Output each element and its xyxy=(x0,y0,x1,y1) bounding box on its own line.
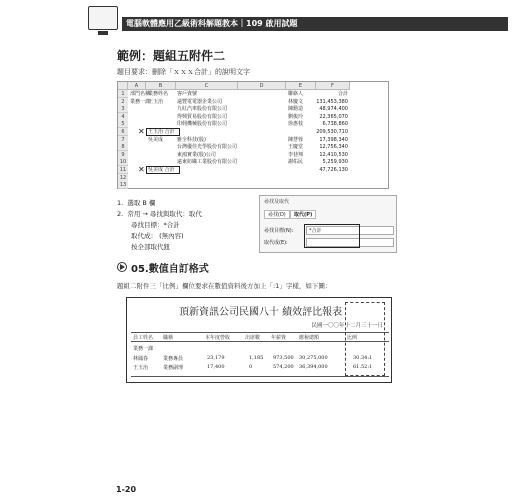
step-item: 取代成： (無內容) xyxy=(131,232,184,240)
report-column-header: 比例 xyxy=(347,335,358,341)
report-date: 民國一〇〇年十二月三十一日 xyxy=(311,323,383,329)
column-header[interactable]: F xyxy=(316,82,350,90)
tab-replace[interactable]: 取代(P) xyxy=(290,210,316,219)
example-title: 範例：題組五附件二 xyxy=(117,49,226,63)
divider xyxy=(131,376,389,377)
sheet-cell[interactable]: 遠東紡織工業股份有限公司 xyxy=(177,159,238,166)
sheet-cell[interactable]: 6,738,860 xyxy=(322,121,348,128)
sheet-cell[interactable]: 王玉治 xyxy=(148,98,164,105)
report-dept: 業務一課 xyxy=(133,346,154,352)
report-cell: 36,394,000 xyxy=(299,364,328,370)
sheet-cell[interactable]: 合計 xyxy=(337,91,348,97)
column-header[interactable]: A xyxy=(128,82,146,90)
sheet-cell[interactable]: 徐惠枝 xyxy=(288,121,304,128)
row-header[interactable]: 5 xyxy=(118,120,128,128)
report-cell: 30,275,000 xyxy=(299,355,328,361)
report-column-header: 出席數 xyxy=(245,335,261,341)
row-header[interactable]: 3 xyxy=(118,105,128,113)
column-header[interactable]: D xyxy=(238,82,286,90)
find-replace-dialog xyxy=(259,195,397,253)
sheet-cell[interactable]: 陳勳造 xyxy=(288,106,304,113)
report-cell: 574,200 xyxy=(273,364,294,370)
cross-icon: ✕ xyxy=(138,126,145,136)
sheet-cell[interactable]: 業務一課 xyxy=(130,98,151,105)
row-header[interactable]: 6 xyxy=(118,128,128,136)
highlight-box xyxy=(146,128,180,136)
replace-label: 取代成(E): xyxy=(264,240,288,246)
row-header[interactable]: 2 xyxy=(118,98,128,106)
sheet-cell[interactable]: 謝佑民 xyxy=(288,159,304,166)
step-list xyxy=(117,198,202,253)
highlight-box xyxy=(304,224,360,248)
page-number: 1-20 xyxy=(116,485,137,494)
sheet-cell[interactable]: 22,365,070 xyxy=(319,113,348,120)
sheet-cell[interactable]: 印佣機械股份有限公司 xyxy=(177,121,228,128)
sheet-cell[interactable]: 209,530,710 xyxy=(316,129,348,135)
dialog-title: 尋找及取代 xyxy=(264,199,290,205)
column-header[interactable]: C xyxy=(176,82,238,90)
spreadsheet xyxy=(117,81,389,189)
report-column-header: 應稅總額 xyxy=(299,335,320,341)
report-cell: 0 xyxy=(249,364,253,370)
step-item: 按全部取代鈕 xyxy=(131,243,170,251)
highlight-box xyxy=(345,302,385,376)
report-cell: 23,179 xyxy=(207,355,225,361)
sheet-cell[interactable]: 遠豐電電器企業公司 xyxy=(177,98,223,105)
header-title: 電腦軟體應用乙級術科解題教本｜109 啟用試題 xyxy=(126,19,298,28)
report-cell: 王玉治 xyxy=(133,365,149,371)
sheet-cell[interactable]: 雅全科技(股) xyxy=(177,136,206,143)
row-header[interactable]: 1 xyxy=(118,90,128,98)
sheet-cell[interactable]: 李巷翔 xyxy=(288,151,304,158)
section-title: 05.數值自訂格式 xyxy=(131,264,209,275)
row-header[interactable]: 11 xyxy=(119,167,127,173)
sheet-cell[interactable]: 東鴻實業(股)公司 xyxy=(177,151,216,158)
tab-find[interactable]: 尋找(D) xyxy=(264,210,290,219)
sheet-cell[interactable]: 業務姓名 xyxy=(148,91,169,97)
column-header[interactable]: E xyxy=(286,82,316,90)
row-header[interactable]: 7 xyxy=(118,136,128,144)
sheet-corner[interactable] xyxy=(118,82,128,90)
sheet-cell[interactable]: 47,726,130 xyxy=(319,167,348,173)
find-input[interactable]: *合計 xyxy=(306,226,394,235)
find-label: 尋找目標(N): xyxy=(264,228,294,234)
report-column-header: 職稱 xyxy=(163,335,174,341)
report-cell: 業務專員 xyxy=(163,356,184,362)
play-icon xyxy=(117,262,127,272)
sheet-cell[interactable]: 聯絡人 xyxy=(288,91,304,97)
row-header[interactable]: 10 xyxy=(119,159,127,166)
sheet-cell[interactable]: 5,259,930 xyxy=(322,159,348,166)
report-column-header: 員工姓名 xyxy=(133,335,154,341)
report-cell: 61.52:1 xyxy=(353,364,373,370)
sheet-cell[interactable]: 台灣優佳光學股份有限公司 xyxy=(177,144,238,151)
example-requirement: 題目要求：刪除「ｘｘｘ合計」的說明文字 xyxy=(117,68,250,76)
report-column-header: 本年度營收 xyxy=(205,335,231,341)
step-item: 1. 選取 B 欄 xyxy=(117,199,156,207)
report-cell: 17,400 xyxy=(207,364,225,370)
sheet-cell[interactable]: 得興貿易股份有限公司 xyxy=(177,113,228,120)
sheet-cell[interactable]: 客戶資號 xyxy=(177,91,198,97)
column-header[interactable]: B xyxy=(146,82,176,90)
step-item: 2. 常用 → 尋找與取代：取代 xyxy=(117,210,202,218)
sheet-cell[interactable]: 王玉治 合計 xyxy=(148,129,175,135)
report-cell: 林鳳春 xyxy=(133,356,149,362)
row-header[interactable]: 4 xyxy=(118,113,128,121)
sheet-cell[interactable]: 17,398,340 xyxy=(319,136,348,143)
sheet-cell[interactable]: 劉俊玲 xyxy=(288,113,304,120)
sheet-cell[interactable]: 48,974,400 xyxy=(319,106,348,113)
sheet-cell[interactable]: 12,410,530 xyxy=(319,151,348,158)
report-cell: 973,500 xyxy=(273,355,294,361)
sheet-cell[interactable]: 吳美成 合計 xyxy=(148,167,175,173)
sheet-cell[interactable]: 陳慧蓉 xyxy=(288,136,304,143)
report-cell: 1,185 xyxy=(249,355,264,361)
cross-icon: ✕ xyxy=(138,164,145,174)
section-requirement: 題組二附件三「比例」欄位要求在數值資料後方加上「:1」字樣，如下圖： xyxy=(117,282,332,290)
report-preview xyxy=(126,297,392,383)
report-title: 頂新資訊公司民國八十 績效評比報表 xyxy=(179,307,343,318)
row-header[interactable]: 13 xyxy=(119,182,127,189)
sheet-cell[interactable]: 林慶文 xyxy=(288,98,304,105)
report-cell: 30.34:1 xyxy=(353,355,373,361)
sheet-cell[interactable]: 12,756,340 xyxy=(319,144,348,151)
step-item: 尋找目標：*合計 xyxy=(131,221,180,229)
row-header[interactable]: 8 xyxy=(118,143,128,151)
sheet-cell[interactable]: 吳美成 xyxy=(148,136,164,143)
report-column-header: 年薪資 xyxy=(271,335,287,341)
highlight-box xyxy=(146,166,180,174)
sheet-cell[interactable]: 部門名稱 xyxy=(130,91,151,97)
report-cell: 業務副理 xyxy=(163,365,184,371)
sheet-cell[interactable]: 王慶堂 xyxy=(288,144,304,151)
sheet-cell[interactable]: 131,453,380 xyxy=(316,98,348,105)
page-header xyxy=(88,4,508,34)
sheet-cell[interactable]: 九紅汽車股份有限公司 xyxy=(177,106,228,113)
row-header[interactable]: 12 xyxy=(119,174,127,181)
row-header[interactable]: 9 xyxy=(118,151,128,159)
computer-icon xyxy=(88,6,118,30)
